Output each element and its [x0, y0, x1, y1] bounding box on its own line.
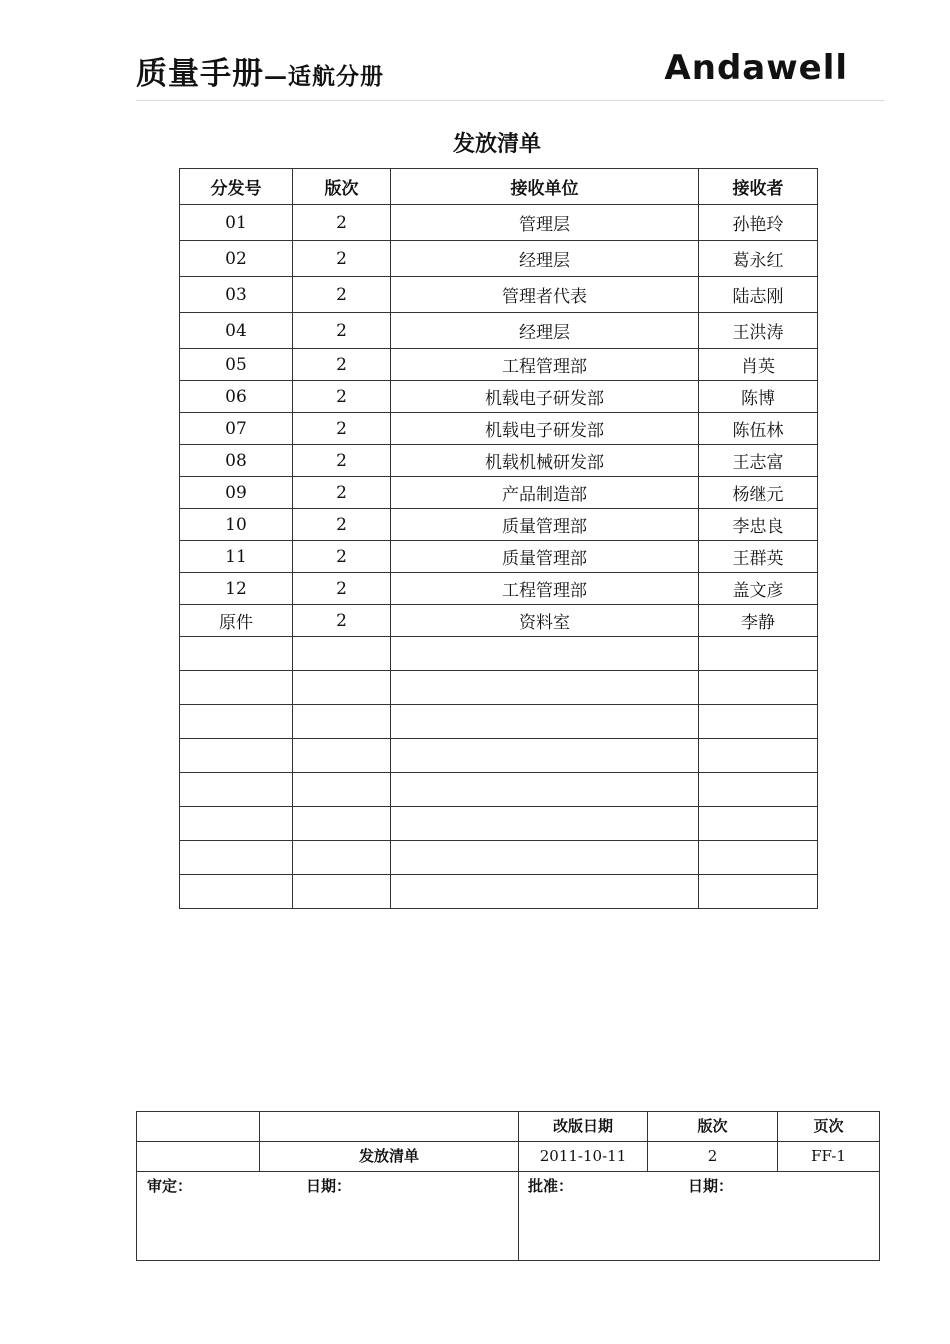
- recipient-cell: 肖英: [699, 349, 818, 381]
- recipient-cell: 王群英: [699, 541, 818, 573]
- empty-cell: [699, 671, 818, 705]
- empty-cell: [180, 875, 293, 909]
- dist-no-cell: 10: [180, 509, 293, 541]
- table-body: [180, 205, 818, 909]
- version-cell: 2: [293, 205, 391, 241]
- dist-no-cell: 原件: [180, 605, 293, 637]
- page-header: [136, 44, 884, 101]
- recipient-cell: 葛永红: [699, 241, 818, 277]
- footer-empty-cell-2: [137, 1142, 260, 1172]
- recipient-unit-cell: 机载电子研发部: [391, 413, 699, 445]
- recipient-unit-cell: 机载电子研发部: [391, 381, 699, 413]
- recipient-unit-cell: 管理者代表: [391, 277, 699, 313]
- recipient-cell: 李忠良: [699, 509, 818, 541]
- dist-no-cell: 12: [180, 573, 293, 605]
- empty-cell: [293, 739, 391, 773]
- version-cell: 2: [293, 413, 391, 445]
- dist-no-cell: 01: [180, 205, 293, 241]
- version-cell: 2: [293, 277, 391, 313]
- recipient-cell: 王志富: [699, 445, 818, 477]
- dist-no-cell: 02: [180, 241, 293, 277]
- table-row: [180, 477, 818, 509]
- recipient-unit-cell: 工程管理部: [391, 573, 699, 605]
- recipient-cell: 王洪涛: [699, 313, 818, 349]
- footer-page: FF-1: [778, 1142, 879, 1172]
- empty-cell: [180, 637, 293, 671]
- col-header-dist-no: 分发号: [180, 169, 293, 205]
- footer-approve-date-label: 日期：: [688, 1177, 734, 1195]
- empty-cell: [699, 705, 818, 739]
- recipient-unit-cell: 经理层: [391, 313, 699, 349]
- table-row: [180, 445, 818, 477]
- footer-review-label: 审定：: [147, 1177, 193, 1195]
- empty-cell: [699, 637, 818, 671]
- empty-cell: [699, 739, 818, 773]
- recipient-unit-cell: 资料室: [391, 605, 699, 637]
- dist-no-cell: 07: [180, 413, 293, 445]
- table-row: [180, 313, 818, 349]
- footer-change-date-label: 改版日期: [519, 1112, 648, 1142]
- empty-table-row: [180, 671, 818, 705]
- col-header-recipient-unit: 接收单位: [391, 169, 699, 205]
- empty-table-row: [180, 773, 818, 807]
- empty-cell: [391, 671, 699, 705]
- empty-cell: [180, 739, 293, 773]
- table-row: [180, 413, 818, 445]
- version-cell: 2: [293, 445, 391, 477]
- empty-cell: [293, 875, 391, 909]
- empty-table-row: [180, 637, 818, 671]
- footer-version: 2: [648, 1142, 778, 1172]
- empty-cell: [699, 807, 818, 841]
- empty-cell: [391, 705, 699, 739]
- distribution-table: [179, 168, 818, 909]
- recipient-cell: 李静: [699, 605, 818, 637]
- recipient-unit-cell: 管理层: [391, 205, 699, 241]
- footer-block: [136, 1111, 880, 1261]
- empty-table-row: [180, 807, 818, 841]
- recipient-unit-cell: 产品制造部: [391, 477, 699, 509]
- table-row: [180, 277, 818, 313]
- footer-version-label: 版次: [648, 1112, 778, 1142]
- table-row: [180, 541, 818, 573]
- empty-cell: [293, 637, 391, 671]
- manual-title: [136, 48, 384, 93]
- table-row: [180, 381, 818, 413]
- col-header-version: 版次: [293, 169, 391, 205]
- footer-change-date: 2011-10-11: [519, 1142, 648, 1172]
- empty-cell: [391, 773, 699, 807]
- table-row: [180, 509, 818, 541]
- empty-table-row: [180, 841, 818, 875]
- table-row: [180, 205, 818, 241]
- table-row: [180, 605, 818, 637]
- version-cell: 2: [293, 381, 391, 413]
- empty-table-row: [180, 875, 818, 909]
- table-row: [180, 573, 818, 605]
- version-cell: 2: [293, 605, 391, 637]
- empty-cell: [391, 807, 699, 841]
- empty-cell: [293, 807, 391, 841]
- empty-table-row: [180, 705, 818, 739]
- dist-no-cell: 05: [180, 349, 293, 381]
- empty-cell: [180, 807, 293, 841]
- footer-page-label: 页次: [778, 1112, 879, 1142]
- empty-table-row: [180, 739, 818, 773]
- company-logo: Andawell: [664, 48, 848, 88]
- footer-approve-label: 批准：: [528, 1177, 574, 1195]
- col-header-recipient: 接收者: [699, 169, 818, 205]
- recipient-cell: 孙艳玲: [699, 205, 818, 241]
- footer-review-date-label: 日期：: [306, 1177, 352, 1195]
- empty-cell: [293, 773, 391, 807]
- manual-title-main: 质量手册: [136, 56, 264, 92]
- empty-cell: [391, 841, 699, 875]
- empty-cell: [180, 671, 293, 705]
- dist-no-cell: 04: [180, 313, 293, 349]
- dist-no-cell: 09: [180, 477, 293, 509]
- recipient-cell: 杨继元: [699, 477, 818, 509]
- recipient-unit-cell: 工程管理部: [391, 349, 699, 381]
- empty-cell: [180, 773, 293, 807]
- dist-no-cell: 03: [180, 277, 293, 313]
- empty-cell: [391, 637, 699, 671]
- empty-cell: [391, 875, 699, 909]
- version-cell: 2: [293, 509, 391, 541]
- recipient-unit-cell: 机载机械研发部: [391, 445, 699, 477]
- footer-doc-name: 发放清单: [260, 1142, 519, 1172]
- dist-no-cell: 06: [180, 381, 293, 413]
- table-row: [180, 349, 818, 381]
- table-header-row: [180, 169, 818, 205]
- version-cell: 2: [293, 541, 391, 573]
- dist-no-cell: 08: [180, 445, 293, 477]
- recipient-cell: 盖文彦: [699, 573, 818, 605]
- footer-empty-cell-3: [260, 1112, 519, 1142]
- empty-cell: [699, 841, 818, 875]
- footer-empty-cell-1: [137, 1112, 260, 1142]
- empty-cell: [699, 773, 818, 807]
- document-title: 发放清单: [452, 132, 541, 157]
- recipient-unit-cell: 经理层: [391, 241, 699, 277]
- empty-cell: [180, 705, 293, 739]
- empty-cell: [293, 671, 391, 705]
- empty-cell: [699, 875, 818, 909]
- version-cell: 2: [293, 573, 391, 605]
- empty-cell: [180, 841, 293, 875]
- manual-title-sub: —适航分册: [264, 63, 384, 90]
- table-row: [180, 241, 818, 277]
- empty-cell: [293, 705, 391, 739]
- version-cell: 2: [293, 313, 391, 349]
- recipient-cell: 陆志刚: [699, 277, 818, 313]
- recipient-cell: 陈博: [699, 381, 818, 413]
- recipient-unit-cell: 质量管理部: [391, 541, 699, 573]
- recipient-cell: 陈伍林: [699, 413, 818, 445]
- dist-no-cell: 11: [180, 541, 293, 573]
- version-cell: 2: [293, 241, 391, 277]
- version-cell: 2: [293, 349, 391, 381]
- recipient-unit-cell: 质量管理部: [391, 509, 699, 541]
- empty-cell: [391, 739, 699, 773]
- empty-cell: [293, 841, 391, 875]
- version-cell: 2: [293, 477, 391, 509]
